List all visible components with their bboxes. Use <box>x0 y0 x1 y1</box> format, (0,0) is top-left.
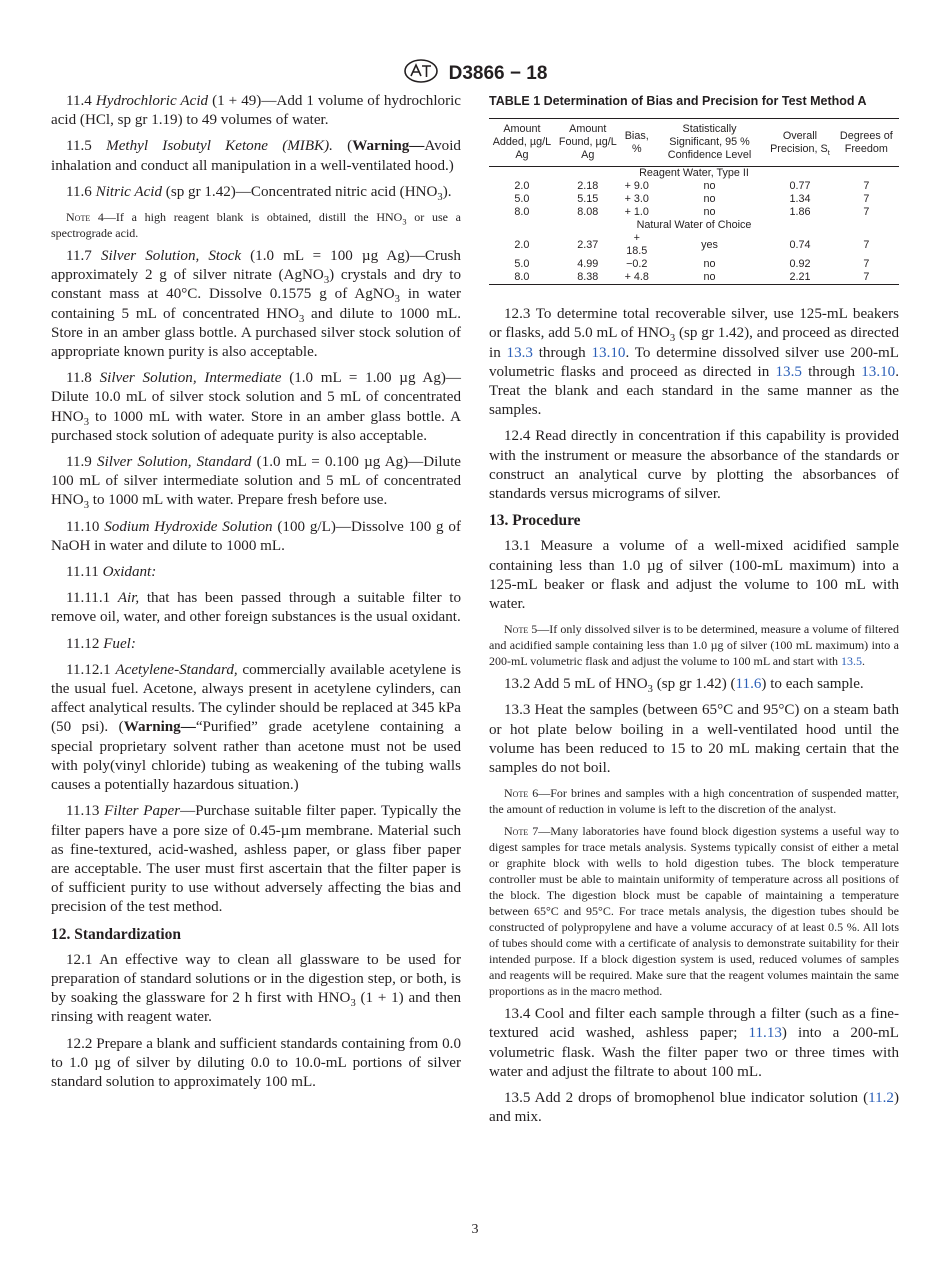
table-cell: + 9.0 <box>624 180 649 193</box>
section-13-5: 13.5 Add 2 drops of bromophenol blue indicator solution (11.2) and mix. <box>489 1090 899 1126</box>
table-header: Degrees of Freedom <box>839 129 893 155</box>
table-group-label: Natural Water of Choice <box>636 219 752 232</box>
section-11-12-1: 11.12.1 Acetylene-Standard, commercially available acetylene is the usual fuel. Acetone, always present in acetylene cylinders, can affect analytical results. The cylinder should be replaced at 345 kPa (50 psi). (Warning—“Purified” grade acetylene containing a special proprietary solvent rather than acetone must not be used with poly(vinyl chloride) tubing as weakening of the tubing walls causes a potentially hazardous situation.) <box>51 661 462 794</box>
table-header: Overall Precision, $S_t$ <box>770 129 830 157</box>
xref-link[interactable]: 13.10 <box>591 344 626 361</box>
table-cell: + 18.5 <box>626 232 648 258</box>
table-cell: 8.38 <box>577 271 599 284</box>
xref-link[interactable]: 11.13 <box>748 1025 782 1042</box>
section-13-2: 13.2 Add 5 mL of $HNO_3$ (sp gr 1.42) (11.6) to each sample. <box>504 676 864 696</box>
xref-link[interactable]: 11.2 <box>868 1090 894 1107</box>
section-13-1: 13.1 Measure a volume of a well-mixed acidified sample containing less than 1.0 µg of silver (100-mL maximum) into a 125-mL beaker or flask and adjust the volume to 100 mL with water. <box>489 538 899 613</box>
table-cell: no <box>703 258 716 271</box>
section-11-12: 11.12 Fuel: <box>66 635 136 652</box>
table-row <box>489 206 899 219</box>
table-cell: 8.0 <box>514 206 530 219</box>
xref-link[interactable]: 11.6 <box>735 676 762 693</box>
section-11-9: 11.9 Silver Solution, Standard (1.0 mL = 0.100 µg Ag)—Dilute 100 mL of silver intermediate solution and 5 mL of concentrated $HNO_3$ to 1000 mL with water. Prepare fresh before use. <box>51 454 461 512</box>
table-header: Amount Added, µg/L Ag <box>492 123 552 162</box>
xref-link[interactable]: 13.5 <box>775 363 802 380</box>
section-13-4: 13.4 Cool and filter each sample through a filter (such as a fine-textured acid washed, ashless paper; 11.13) into a 200-mL volumetric flask. Wash the filter paper two or three times with water and adjust the filtrate to about 100 mL. <box>489 1006 899 1080</box>
table-row <box>489 180 899 193</box>
table-cell: + 4.8 <box>624 271 649 284</box>
note-5: Note 5—If only dissolved silver is to be determined, measure a volume of filtered and acidified sample containing less than 1.0 µg of silver (100 mL maximum) into a 200-mL volumetric flask and adjust the volume to 100 mL and start with 13.5. <box>489 622 899 669</box>
section-11-7: 11.7 Silver Solution, Stock (1.0 mL = 100 µg Ag)—Crush approximately 2 g of silver nitrate (AgNO$_3$) crystals and dry to constant mass at 40°C. Dissolve 0.1575 g of AgNO$_3$ in water containing 5 mL of concentrated $HNO_3$ and dilute to 1000 mL. Store in an amber glass bottle. A purchased silver stock solution of appropriate known purity is also acceptable. <box>51 248 462 361</box>
table-cell: 2.21 <box>789 271 811 284</box>
table-cell: 2.37 <box>577 238 599 251</box>
table-cell: + 1.0 <box>624 206 649 219</box>
section-12-2: 12.2 Prepare a blank and sufficient standards containing from 0.0 to 1.0 µg of silver by diluting 0.0 to 10.0-mL portions of silver standard solution to approximately 100 mL. <box>51 1035 461 1090</box>
table-cell: 8.08 <box>577 206 599 219</box>
document-designation: D3866 − 18 <box>448 62 548 84</box>
table-cell: 2.0 <box>514 238 530 251</box>
note-6: Note 6—For brines and samples with a high concentration of suspended matter, the amount of reduction in volume is left to the discretion of the analyst. <box>489 786 899 817</box>
table-cell: 7 <box>863 258 870 271</box>
table-cell: 7 <box>863 193 870 206</box>
page-header <box>0 58 950 89</box>
section-11-5: 11.5 Methyl Isobutyl Ketone (MIBK). (Warning—Avoid inhalation and conduct all manipulation in a well-ventilated hood.) <box>51 138 461 174</box>
table-cell: + 3.0 <box>624 193 649 206</box>
table-cell: −0.2 <box>626 258 648 271</box>
section-11-11: 11.11 Oxidant: <box>66 564 157 581</box>
table-cell: no <box>703 271 716 284</box>
section-11-8: 11.8 Silver Solution, Intermediate (1.0 mL = 1.00 µg Ag)—Dilute 10.0 mL of silver stock solution and 5 mL of concentrated $HNO_3$ to 1000 mL with water. Store in an amber glass bottle. A purchased stock solution of adequate purity is also acceptable. <box>51 370 462 444</box>
table-cell: 5.15 <box>577 193 599 206</box>
table-row <box>489 193 899 206</box>
note-7: Note 7—Many laboratories have found block digestion systems a useful way to digest samples for trace metals analysis. Systems typically consist of either a metal or graphite block with wells to hold digestion tubes. The block temperature controller must be able to maintain uniformity of temperature across all positions of the block. The digestion block must be capable of maintaining a temperature between 65°C and 95°C. For trace metals analysis, the digestion tubes should be constructed of polypropylene and have a volume accuracy of at least 0.5 %. All lots of tubes should come with a certificate of analysis to demonstrate suitability for their intended purpose. If a block digestion system is used, reduced volumes of samples and reagents will be required. Make sure that the reagent volumes maintain the same proportions as in the macro method. <box>489 824 899 999</box>
table-cell: yes <box>701 238 718 251</box>
table-header: Amount Found, µg/L Ag <box>558 123 617 162</box>
table-row <box>489 232 899 258</box>
table-cell: 0.92 <box>789 258 811 271</box>
table-cell: 2.0 <box>514 180 530 193</box>
xref-link[interactable]: 13.3 <box>506 344 533 361</box>
section-11-13: 11.13 Filter Paper—Purchase suitable filter paper. Typically the filter papers have a pore size of 0.45-µm membrane. Material such as fine-textured, acid-washed, ashless paper, or glass fiber paper are acceptable. The user must first ascertain that the filter paper is of sufficient purity to use without adversely affecting the bias and precision of the test method. <box>51 803 461 916</box>
xref-link[interactable]: 13.10 <box>861 363 896 380</box>
table-cell: 0.77 <box>789 180 811 193</box>
section-11-6: 11.6 Nitric Acid (sp gr 1.42)—Concentrated nitric acid $(HNO_3)$. <box>66 183 452 203</box>
heading-standardization: 12. Standardization <box>51 925 182 943</box>
section-12-1: 12.1 An effective way to clean all glassware to be used for preparation of standard solutions or in the digestion step, or both, is by soaking the glassware for 2 h first with $HNO_3$ (1 + 1) and then rinsing with reagent water. <box>51 951 461 1026</box>
table-cell: no <box>703 180 716 193</box>
table-cell: 1.86 <box>789 206 811 219</box>
table-header: Bias, % <box>624 129 649 155</box>
astm-logo-icon <box>403 58 439 89</box>
table-cell: no <box>703 206 716 219</box>
table-cell: 7 <box>863 206 870 219</box>
table-cell: 5.0 <box>514 258 530 271</box>
table-cell: 7 <box>863 271 870 284</box>
section-13-3: 13.3 Heat the samples (between 65°C and 95°C) on a steam bath or hot plate below boiling in a well-ventilated hood until the volume has been reduced to 15 to 20 mL making certain that the samples do not boil. <box>489 702 899 777</box>
section-12-4: 12.4 Read directly in concentration if this capability is provided with the instrument or measure the absorbance of the standards or construct an analytical curve by plotting the absorbances of standards versus micrograms of silver. <box>489 428 899 503</box>
section-11-11-1: 11.11.1 Air, that has been passed through a suitable filter to remove oil, water, and other foreign substances is the usual oxidant. <box>51 590 462 626</box>
table-title: TABLE 1 Determination of Bias and Precision for Test Method A <box>489 94 867 108</box>
page-number: 3 <box>471 1222 479 1237</box>
bias-precision-table <box>489 118 899 285</box>
section-11-4: 11.4 Hydrochloric Acid (1 + 49)—Add 1 volume of hydrochloric acid (HCl, sp gr 1.19) to 49 volumes of water. <box>51 93 461 129</box>
right-column <box>489 92 899 1134</box>
table-header: Statistically Significant, 95 % Confidence Level <box>667 123 752 162</box>
table-cell: 8.0 <box>514 271 530 284</box>
left-column <box>51 92 461 1099</box>
table-row <box>489 258 899 271</box>
table-cell: 0.74 <box>789 238 811 251</box>
table-cell: 7 <box>863 238 870 251</box>
heading-procedure: 13. Procedure <box>489 512 581 530</box>
table-cell: 2.18 <box>577 180 599 193</box>
section-11-10: 11.10 Sodium Hydroxide Solution (100 g/L)—Dissolve 100 g of NaOH in water and dilute to 1000 mL. <box>51 518 461 554</box>
table-row <box>489 271 899 285</box>
table-cell: 5.0 <box>514 193 530 206</box>
table-cell: 4.99 <box>577 258 599 271</box>
section-12-3: 12.3 To determine total recoverable silver, use 125-mL beakers or flasks, add 5.0 mL of $HNO_3$ (sp gr 1.42), and proceed as directed in 13.3 through 13.10. To determine dissolved silver use 200-mL volumetric flasks and proceed as directed in 13.5 through 13.10. Treat the blank and each standard in the same manner as the samples. <box>489 306 899 419</box>
table-cell: 1.34 <box>789 193 811 206</box>
table-cell: no <box>703 193 716 206</box>
table-group-label: Reagent Water, Type II <box>639 167 749 180</box>
table-cell: 7 <box>863 180 870 193</box>
xref-link[interactable]: 13.5 <box>841 654 863 669</box>
note-4: Note 4—If a high reagent blank is obtained, distill the $HNO_3$ or use a spectrograde acid. <box>51 210 461 241</box>
